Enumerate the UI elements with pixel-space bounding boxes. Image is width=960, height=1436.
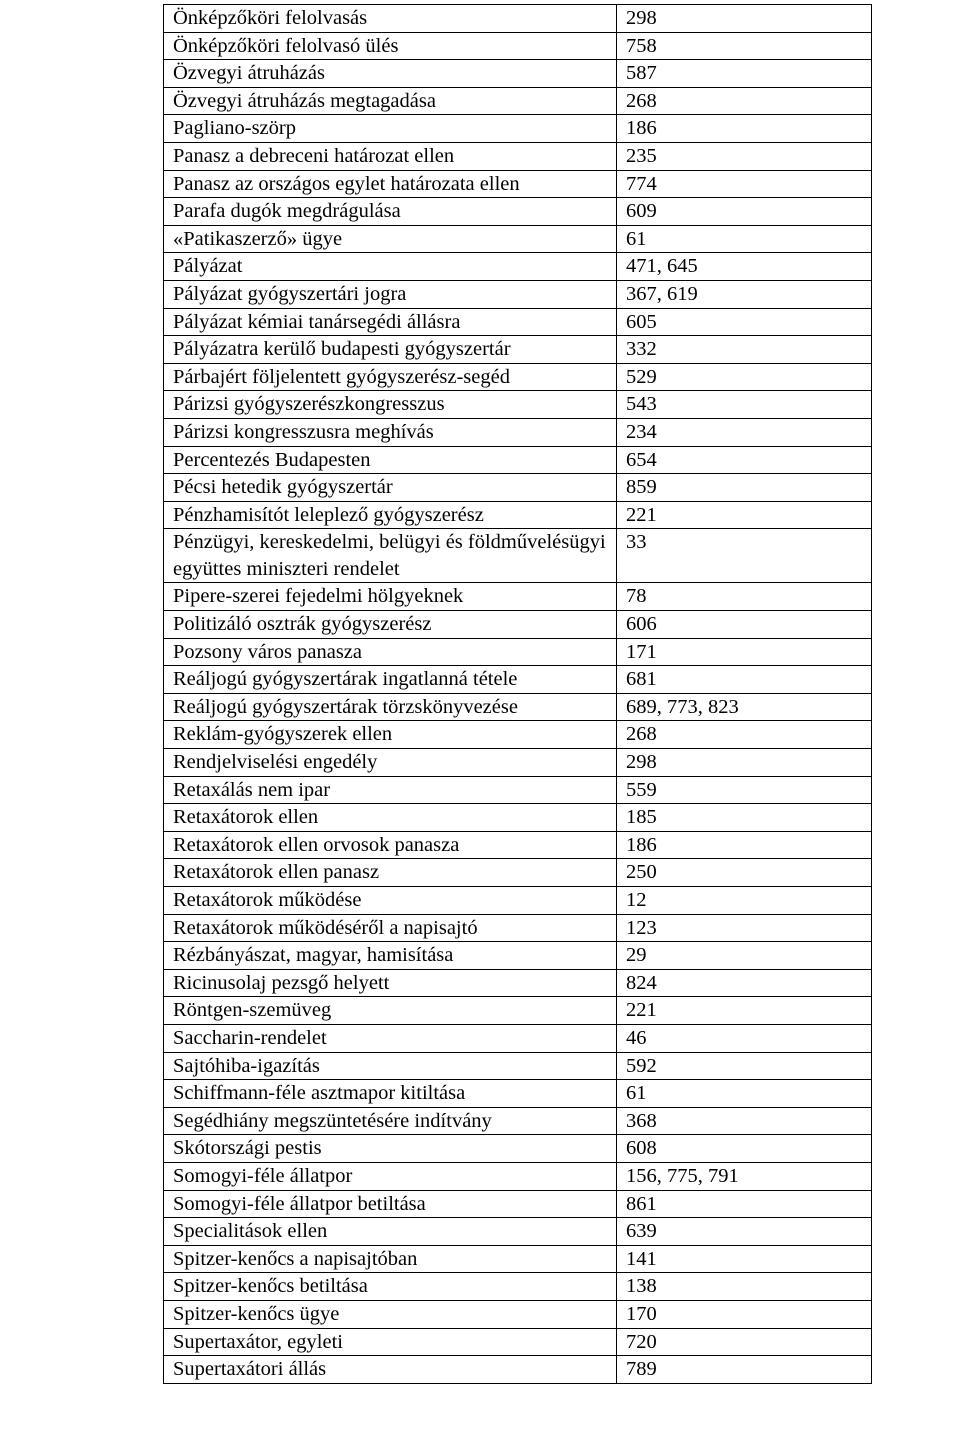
index-pages-cell: 221 <box>617 501 872 529</box>
index-term-cell: Retaxátorok ellen <box>164 804 617 832</box>
index-row <box>164 666 872 694</box>
index-row <box>164 1328 872 1356</box>
index-pages-cell: 654 <box>617 446 872 474</box>
index-row <box>164 914 872 942</box>
index-row <box>164 831 872 859</box>
index-row <box>164 363 872 391</box>
index-term-cell: «Patikaszerző» ügye <box>164 225 617 253</box>
index-row <box>164 308 872 336</box>
index-term-cell: Somogyi-féle állatpor betiltása <box>164 1190 617 1218</box>
index-row <box>164 997 872 1025</box>
index-term-cell: Pályázatra kerülő budapesti gyógyszertár <box>164 336 617 364</box>
index-term-cell: Retaxálás nem ipar <box>164 776 617 804</box>
index-term-cell: Pályázat kémiai tanársegédi állásra <box>164 308 617 336</box>
index-row <box>164 391 872 419</box>
index-pages-cell: 268 <box>617 721 872 749</box>
index-term-cell: Spitzer-kenőcs ügye <box>164 1300 617 1328</box>
index-row <box>164 1162 872 1190</box>
index-pages-cell: 250 <box>617 859 872 887</box>
index-term-cell: Supertaxátor, egyleti <box>164 1328 617 1356</box>
index-term-cell: Pécsi hetedik gyógyszertár <box>164 474 617 502</box>
index-row <box>164 1190 872 1218</box>
index-term-cell: Specialitások ellen <box>164 1218 617 1246</box>
index-pages-cell: 186 <box>617 115 872 143</box>
index-pages-cell: 543 <box>617 391 872 419</box>
index-pages-cell: 170 <box>617 1300 872 1328</box>
index-row <box>164 1135 872 1163</box>
index-row <box>164 501 872 529</box>
index-pages-cell: 78 <box>617 583 872 611</box>
index-table-body <box>164 5 872 1384</box>
index-pages-cell: 774 <box>617 170 872 198</box>
index-pages-cell: 639 <box>617 1218 872 1246</box>
index-term-cell: Panasz az országos egylet határozata ellen <box>164 170 617 198</box>
index-term-cell: Sajtóhiba-igazítás <box>164 1052 617 1080</box>
index-row <box>164 1300 872 1328</box>
index-pages-cell: 235 <box>617 142 872 170</box>
index-term-cell: Önképzőköri felolvasó ülés <box>164 32 617 60</box>
index-pages-cell: 186 <box>617 831 872 859</box>
index-term-cell: Önképzőköri felolvasás <box>164 5 617 33</box>
index-row <box>164 446 872 474</box>
index-row <box>164 804 872 832</box>
index-term-cell: Parafa dugók megdrágulása <box>164 198 617 226</box>
index-pages-cell: 859 <box>617 474 872 502</box>
index-pages-cell: 367, 619 <box>617 280 872 308</box>
index-term-cell: Pagliano-szörp <box>164 115 617 143</box>
index-term-cell: Pályázat <box>164 253 617 281</box>
index-term-cell: Segédhiány megszüntetésére indítvány <box>164 1107 617 1135</box>
index-term-cell: Pénzügyi, kereskedelmi, belügyi és földművelésügyi együttes miniszteri rendelet <box>164 529 617 583</box>
index-row <box>164 1218 872 1246</box>
index-pages-cell: 592 <box>617 1052 872 1080</box>
index-pages-cell: 268 <box>617 87 872 115</box>
index-pages-cell: 720 <box>617 1328 872 1356</box>
index-row <box>164 1245 872 1273</box>
index-row <box>164 749 872 777</box>
index-pages-cell: 861 <box>617 1190 872 1218</box>
index-pages-cell: 758 <box>617 32 872 60</box>
index-row <box>164 60 872 88</box>
index-pages-cell: 332 <box>617 336 872 364</box>
index-term-cell: Panasz a debreceni határozat ellen <box>164 142 617 170</box>
index-pages-cell: 12 <box>617 887 872 915</box>
index-term-cell: Párbajért följelentett gyógyszerész-segéd <box>164 363 617 391</box>
index-row <box>164 115 872 143</box>
index-row <box>164 170 872 198</box>
index-term-cell: Párizsi kongresszusra meghívás <box>164 418 617 446</box>
index-row <box>164 1024 872 1052</box>
index-row <box>164 1273 872 1301</box>
index-pages-cell: 609 <box>617 198 872 226</box>
index-row <box>164 583 872 611</box>
index-term-cell: Skótországi pestis <box>164 1135 617 1163</box>
index-pages-cell: 29 <box>617 942 872 970</box>
index-pages-cell: 559 <box>617 776 872 804</box>
index-pages-cell: 471, 645 <box>617 253 872 281</box>
index-term-cell: Politizáló osztrák gyógyszerész <box>164 611 617 639</box>
index-row <box>164 1080 872 1108</box>
index-pages-cell: 185 <box>617 804 872 832</box>
index-pages-cell: 33 <box>617 529 872 583</box>
index-pages-cell: 138 <box>617 1273 872 1301</box>
index-row <box>164 253 872 281</box>
index-pages-cell: 221 <box>617 997 872 1025</box>
index-term-cell: Retaxátorok működése <box>164 887 617 915</box>
index-pages-cell: 234 <box>617 418 872 446</box>
index-pages-cell: 824 <box>617 969 872 997</box>
index-term-cell: Retaxátorok ellen orvosok panasza <box>164 831 617 859</box>
index-pages-cell: 171 <box>617 638 872 666</box>
index-term-cell: Supertaxátori állás <box>164 1356 617 1384</box>
index-term-cell: Schiffmann-féle asztmapor kitiltása <box>164 1080 617 1108</box>
index-term-cell: Reáljogú gyógyszertárak törzskönyvezése <box>164 693 617 721</box>
index-pages-cell: 529 <box>617 363 872 391</box>
index-term-cell: Somogyi-féle állatpor <box>164 1162 617 1190</box>
index-pages-cell: 156, 775, 791 <box>617 1162 872 1190</box>
index-term-cell: Retaxátorok ellen panasz <box>164 859 617 887</box>
index-row <box>164 87 872 115</box>
index-row <box>164 638 872 666</box>
index-term-cell: Reklám-gyógyszerek ellen <box>164 721 617 749</box>
index-pages-cell: 298 <box>617 5 872 33</box>
index-pages-cell: 587 <box>617 60 872 88</box>
index-pages-cell: 681 <box>617 666 872 694</box>
index-pages-cell: 606 <box>617 611 872 639</box>
index-row <box>164 32 872 60</box>
index-row <box>164 1107 872 1135</box>
index-row <box>164 280 872 308</box>
index-row <box>164 721 872 749</box>
index-term-cell: Saccharin-rendelet <box>164 1024 617 1052</box>
index-pages-cell: 689, 773, 823 <box>617 693 872 721</box>
index-pages-cell: 605 <box>617 308 872 336</box>
index-pages-cell: 141 <box>617 1245 872 1273</box>
index-term-cell: Rézbányászat, magyar, hamisítása <box>164 942 617 970</box>
index-pages-cell: 123 <box>617 914 872 942</box>
index-term-cell: Röntgen-szemüveg <box>164 997 617 1025</box>
index-pages-cell: 61 <box>617 1080 872 1108</box>
index-row <box>164 225 872 253</box>
index-term-cell: Párizsi gyógyszerészkongresszus <box>164 391 617 419</box>
index-term-cell: Spitzer-kenőcs betiltása <box>164 1273 617 1301</box>
index-term-cell: Pályázat gyógyszertári jogra <box>164 280 617 308</box>
index-term-cell: Ricinusolaj pezsgő helyett <box>164 969 617 997</box>
index-row <box>164 142 872 170</box>
index-row <box>164 1356 872 1384</box>
index-row <box>164 693 872 721</box>
index-row <box>164 5 872 33</box>
index-pages-cell: 46 <box>617 1024 872 1052</box>
index-term-cell: Rendjelviselési engedély <box>164 749 617 777</box>
index-pages-cell: 368 <box>617 1107 872 1135</box>
index-row <box>164 611 872 639</box>
index-term-cell: Pipere-szerei fejedelmi hölgyeknek <box>164 583 617 611</box>
index-row <box>164 776 872 804</box>
index-row <box>164 1052 872 1080</box>
index-pages-cell: 298 <box>617 749 872 777</box>
index-term-cell: Reáljogú gyógyszertárak ingatlanná tétele <box>164 666 617 694</box>
index-term-cell: Retaxátorok működéséről a napisajtó <box>164 914 617 942</box>
index-row <box>164 529 872 583</box>
index-row <box>164 418 872 446</box>
index-term-cell: Pozsony város panasza <box>164 638 617 666</box>
index-term-cell: Özvegyi átruházás megtagadása <box>164 87 617 115</box>
index-term-cell: Percentezés Budapesten <box>164 446 617 474</box>
index-row <box>164 859 872 887</box>
index-term-cell: Özvegyi átruházás <box>164 60 617 88</box>
index-pages-cell: 789 <box>617 1356 872 1384</box>
index-term-cell: Pénzhamisítót leleplező gyógyszerész <box>164 501 617 529</box>
index-pages-cell: 608 <box>617 1135 872 1163</box>
index-term-cell: Spitzer-kenőcs a napisajtóban <box>164 1245 617 1273</box>
index-row <box>164 969 872 997</box>
index-row <box>164 942 872 970</box>
index-pages-cell: 61 <box>617 225 872 253</box>
index-row <box>164 336 872 364</box>
index-row <box>164 198 872 226</box>
index-row <box>164 474 872 502</box>
index-table <box>163 4 872 1384</box>
index-row <box>164 887 872 915</box>
